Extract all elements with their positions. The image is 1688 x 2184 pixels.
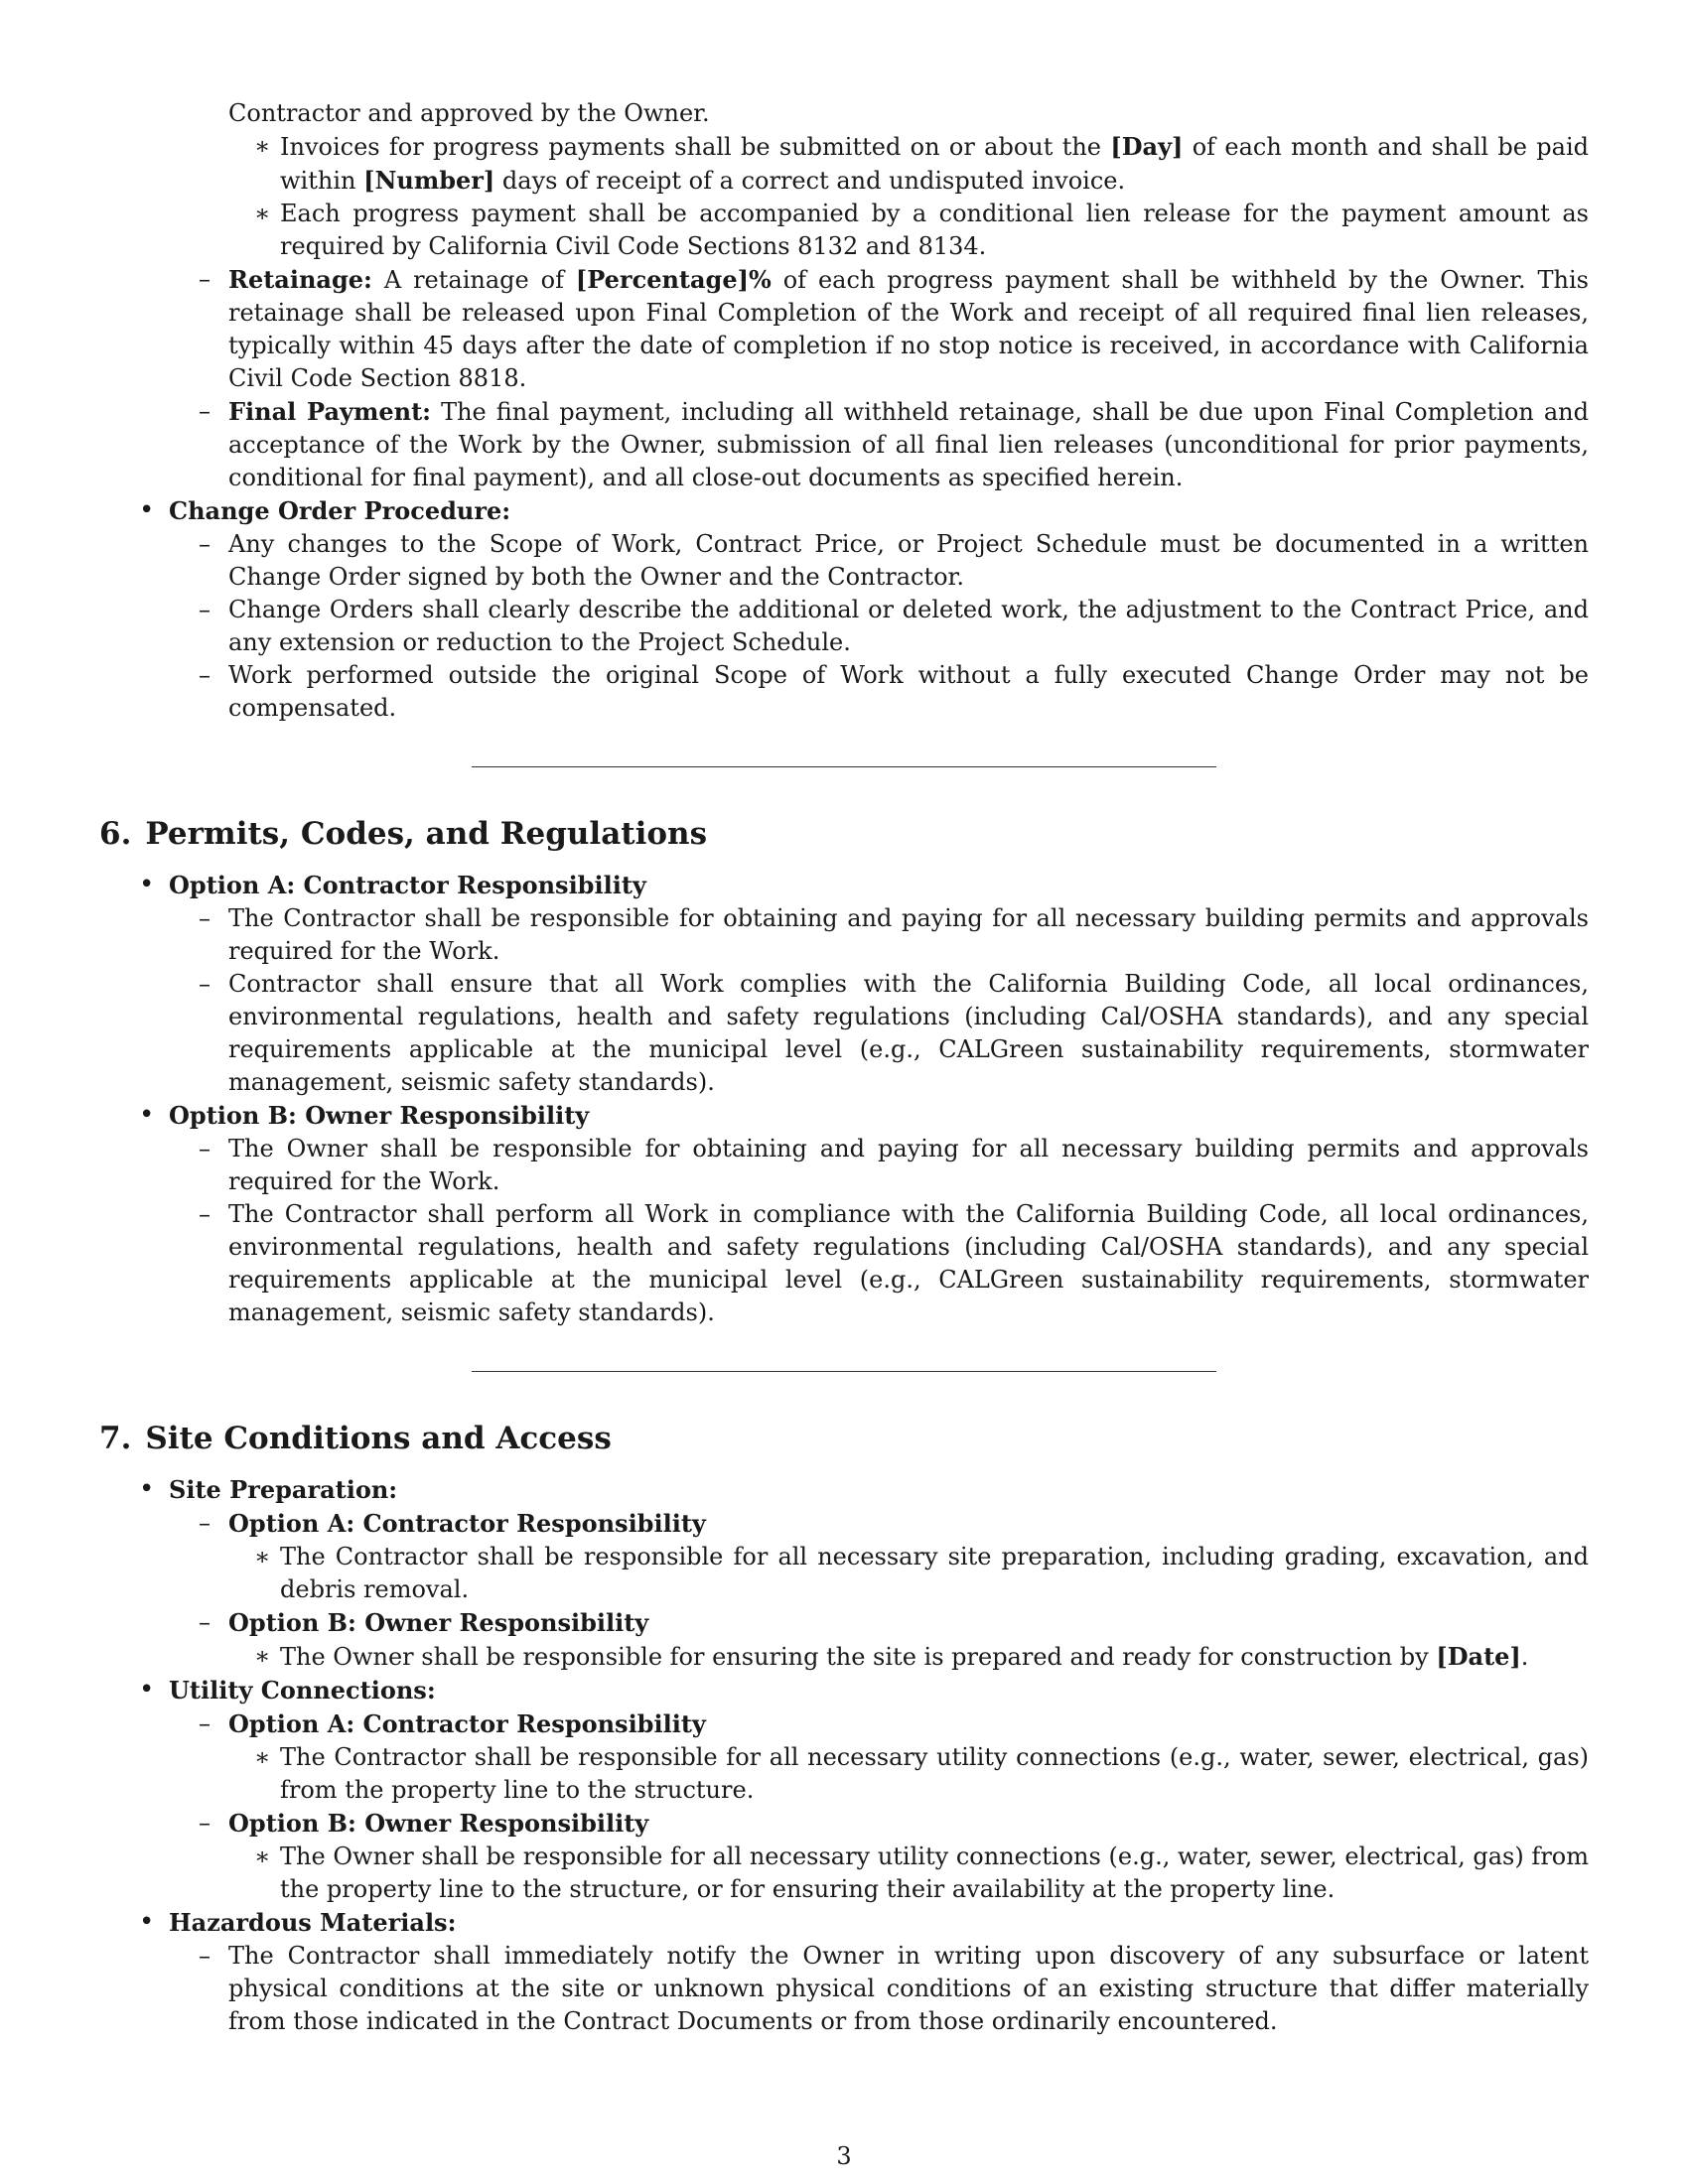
- dash-bullet-icon: –: [199, 1509, 211, 1537]
- dash-bullet-icon: –: [199, 970, 211, 998]
- utilities-heading: • Utility Connections:: [139, 1675, 436, 1705]
- asterisk-bullet-icon: ∗: [254, 200, 271, 227]
- section-7-heading: 7. Site Conditions and Access: [99, 1421, 612, 1456]
- site-prep-heading: • Site Preparation:: [139, 1474, 398, 1504]
- asterisk-bullet-icon: ∗: [254, 1843, 271, 1870]
- s6-option-b-item: – The Owner shall be responsible for obtaining and paying for all necessary building permits and approvals required for the Work.: [199, 1135, 1589, 1195]
- dash-bullet-icon: –: [199, 1200, 211, 1228]
- dot-bullet-icon: •: [139, 1675, 155, 1705]
- s6-option-b-heading: • Option B: Owner Responsibility: [139, 1100, 590, 1130]
- dot-bullet-icon: •: [139, 870, 155, 899]
- lien-release-bullet: ∗ Each progress payment shall be accompanied by a conditional lien release for the payment amount as required by California Civil Code Sections 8132 and 8134.: [254, 200, 1589, 260]
- number-field: [Number]: [363, 166, 495, 195]
- utilities-option-a-text: ∗ The Contractor shall be responsible for all necessary utility connections (e.g., water, sewer, electrical, gas) from the property line to the structure.: [254, 1743, 1589, 1804]
- site-prep-option-a: – Option A: Contractor Responsibility: [199, 1509, 706, 1538]
- invoice-bullet: ∗ Invoices for progress payments shall be submitted on or about the [Day] of each month and shall be paid within [Number] days of receipt of a correct and undisputed invoice.: [254, 132, 1590, 195]
- continuation-text: Contractor and approved by the Owner.: [228, 99, 710, 127]
- dot-bullet-icon: •: [139, 495, 155, 525]
- change-order-heading: • Change Order Procedure:: [139, 495, 511, 525]
- dot-bullet-icon: •: [139, 1474, 155, 1504]
- change-order-item: – Change Orders shall clearly describe the additional or deleted work, the adjustment to the Contract Price, and any extension or reduction to the Project Schedule.: [199, 596, 1589, 656]
- dot-bullet-icon: •: [139, 1100, 155, 1130]
- site-prep-option-b-text: ∗ The Owner shall be responsible for ensuring the site is prepared and ready for construction by [Date].: [254, 1642, 1529, 1671]
- dash-bullet-icon: –: [199, 530, 211, 558]
- s6-option-a-item: – Contractor shall ensure that all Work complies with the California Building Code, all local ordinances, environmental regulations, health and safety regulations (including Cal/OSHA standards), and any special requirements applicable at the municipal level (e.g., CALGreen sustainability requirements, stormwater management, seismic safety standards).: [199, 970, 1589, 1096]
- final-payment-item: – Final Payment: The final payment, including all withheld retainage, shall be due upon Final Completion and acceptance of the Work by the Owner, submission of all final lien releases (unconditional for prior payments, conditional for final payment), and all close-out documents as specified herein.: [199, 397, 1589, 491]
- date-field: [Date]: [1436, 1642, 1521, 1671]
- section-6-heading: 6. Permits, Codes, and Regulations: [99, 816, 708, 852]
- utilities-option-a: – Option A: Contractor Responsibility: [199, 1709, 706, 1738]
- day-field: [Day]: [1110, 132, 1184, 161]
- dash-bullet-icon: –: [199, 596, 211, 623]
- change-order-item: – Any changes to the Scope of Work, Contract Price, or Project Schedule must be documented in a written Change Order signed by both the Owner and the Contractor.: [199, 530, 1589, 591]
- dash-bullet-icon: –: [199, 661, 211, 689]
- asterisk-bullet-icon: ∗: [254, 1543, 271, 1570]
- site-prep-option-a-text: ∗ The Contractor shall be responsible for all necessary site preparation, including grading, excavation, and debris removal.: [254, 1543, 1589, 1603]
- retainage-item: – Retainage: A retainage of [Percentage]% of each progress payment shall be withheld by the Owner. This retainage shall be released upon Final Completion of the Work and receipt of all required final lien releases, typically within 45 days after the date of completion if no stop notice is received, in accordance with California Civil Code Section 8818.: [199, 265, 1589, 392]
- hazardous-item: – The Contractor shall immediately notify the Owner in writing upon discovery of any subsurface or latent physical conditions at the site or unknown physical conditions of an existing structure that differ materially from those indicated in the Contract Documents or from those ordinarily encountered.: [199, 1942, 1589, 2035]
- site-prep-option-b: – Option B: Owner Responsibility: [199, 1608, 649, 1637]
- s6-option-a-item: – The Contractor shall be responsible for obtaining and paying for all necessary building permits and approvals required for the Work.: [199, 904, 1589, 965]
- dot-bullet-icon: •: [139, 1907, 155, 1937]
- utilities-option-b: – Option B: Owner Responsibility: [199, 1809, 649, 1838]
- dash-bullet-icon: –: [199, 1135, 211, 1162]
- dash-bullet-icon: –: [199, 904, 211, 932]
- dash-bullet-icon: –: [199, 1608, 211, 1636]
- dash-bullet-icon: –: [199, 1942, 211, 1970]
- change-order-item: – Work performed outside the original Scope of Work without a fully executed Change Order may not be compensated.: [199, 661, 1589, 722]
- dash-bullet-icon: –: [199, 1809, 211, 1837]
- asterisk-bullet-icon: ∗: [254, 132, 271, 160]
- utilities-option-b-text: ∗ The Owner shall be responsible for all necessary utility connections (e.g., water, sewer, electrical, gas) from the property line to the structure, or for ensuring their availability at the property line.: [254, 1843, 1589, 1903]
- s6-option-b-item: – The Contractor shall perform all Work in compliance with the California Building Code, all local ordinances, environmental regulations, health and safety regulations (including Cal/OSHA standards), and any special requirements applicable at the municipal level (e.g., CALGreen sustainability requirements, stormwater management, seismic safety standards).: [199, 1200, 1589, 1326]
- asterisk-bullet-icon: ∗: [254, 1642, 271, 1670]
- section-divider: [472, 1371, 1216, 1372]
- dash-bullet-icon: –: [199, 397, 211, 425]
- percentage-field: [Percentage]%: [575, 265, 772, 294]
- page-number: 3: [836, 2142, 852, 2170]
- dash-bullet-icon: –: [199, 265, 211, 293]
- hazardous-heading: • Hazardous Materials:: [139, 1907, 457, 1937]
- dash-bullet-icon: –: [199, 1709, 211, 1737]
- asterisk-bullet-icon: ∗: [254, 1743, 271, 1771]
- s6-option-a-heading: • Option A: Contractor Responsibility: [139, 870, 646, 899]
- document-page: [99, 97, 1589, 2038]
- section-divider: [472, 766, 1216, 767]
